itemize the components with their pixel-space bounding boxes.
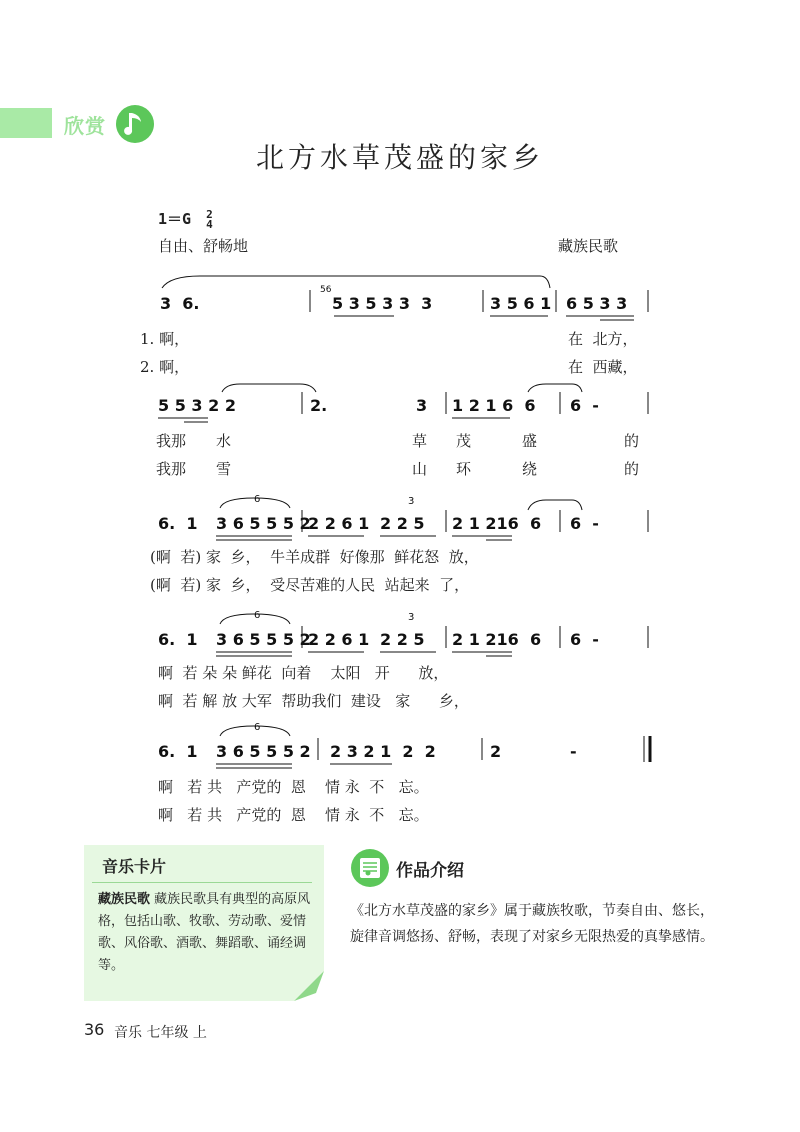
lyric-line: 在 西藏， (568, 358, 638, 376)
lyric-line: (啊 若) 家 乡， 牛羊成群 好像那 鲜花怒 放， (150, 548, 479, 566)
measure: 6. 1 (158, 514, 198, 533)
measure: - (570, 742, 577, 761)
measure: 3 6 5 5 5 2 (216, 514, 311, 533)
song-title: 北方水草茂盛的家乡 (255, 141, 544, 174)
tuplet-label: 6 (254, 610, 261, 621)
grace-notes: 56 (320, 285, 332, 295)
measure: 6 - (570, 514, 599, 533)
measure: 1 2 1 6 6 (452, 396, 536, 415)
lyric-word: 我那 (156, 432, 187, 450)
lyric-word: 绕 (522, 460, 538, 478)
measure: 6. 1 (158, 630, 198, 649)
measure: 2 2 5 (380, 630, 425, 649)
measure: 3 6. (160, 294, 200, 313)
card-title: 音乐卡片 (102, 857, 167, 876)
lyric-word: 雪 (216, 460, 232, 478)
measure: 2 2 6 1 (308, 514, 370, 533)
lyric-line: 啊 若 共 产党的 恩 情 永 不 忘。 (158, 778, 429, 796)
measure: 2 (490, 742, 502, 761)
page-number: 36 (84, 1020, 105, 1039)
lyric-line: 在 北方， (568, 330, 638, 348)
lyric-word: 我那 (156, 460, 187, 478)
card-divider (92, 882, 312, 883)
song-origin: 藏族民歌 (558, 237, 619, 255)
slur (162, 276, 550, 288)
measure: 3 (416, 396, 428, 415)
intro-text: 《北方水草茂盛的家乡》属于藏族牧歌，节奏自由、悠长，旋律音调悠扬、舒畅，表现了对家乡无限热爱的真挚感情。 (350, 903, 714, 945)
measure: 6 - (570, 630, 599, 649)
lyric-line: 啊 若 解 放 大军 帮助我们 建设 家 乡， (158, 692, 469, 710)
measure: 6 - (570, 396, 599, 415)
measure: 2 1 216 6 (452, 630, 542, 649)
lyric-word: 的 (624, 460, 640, 478)
measure: 2 2 6 1 (308, 630, 370, 649)
measure: 3 6 5 5 5 2 (216, 742, 311, 761)
lyric-line: 啊 若 朵 朵 鲜花 向着 太阳 开 放， (158, 664, 449, 682)
lyric-line: 2. 啊， (140, 358, 190, 376)
intro-title: 作品介绍 (396, 861, 464, 881)
lyric-line: 1. 啊， (140, 330, 190, 348)
card-text (98, 889, 312, 977)
measure: 2 3 2 1 2 2 (330, 742, 436, 761)
lyric-word: 环 (456, 460, 472, 478)
key-signature: 1＝G 2 4 (158, 207, 213, 231)
card-description: 藏族民歌具有典型的高原风格，包括山歌、牧歌、劳动歌、爱情歌、风俗歌、酒歌、舞蹈歌、诵经调等。 (98, 892, 311, 973)
lyric-line: (啊 若) 家 乡， 受尽苦难的人民 站起来 了， (150, 576, 470, 594)
measure: 6 5 3 3 (566, 294, 628, 313)
notebook-music-icon (350, 848, 390, 888)
section-label: 欣赏 (64, 114, 106, 138)
tempo-marking: 自由、舒畅地 (158, 237, 249, 255)
lyric-word: 茂 (456, 432, 472, 450)
lyric-word: 草 (412, 432, 428, 450)
lyric-word: 盛 (522, 432, 538, 450)
measure: 5 3 5 3 3 3 (332, 294, 433, 313)
measure: 5 5 3 2 2 (158, 396, 236, 415)
book-title: 音乐 七年级 上 (114, 1025, 207, 1041)
measure: 2. (310, 396, 328, 415)
page-curl-icon (294, 971, 324, 1001)
triplet-label: 3 (408, 612, 415, 623)
triplet-label: 3 (408, 496, 415, 507)
measure: 2 1 216 6 (452, 514, 542, 533)
measure: 2 2 5 (380, 514, 425, 533)
measure: 3 5 6 1 (490, 294, 552, 313)
measure: 6. 1 (158, 742, 198, 761)
lyric-word: 山 (412, 460, 428, 478)
lyric-word: 水 (216, 432, 232, 450)
card-term: 藏族民歌 (98, 892, 151, 907)
lyric-word: 的 (624, 432, 640, 450)
tuplet-label: 6 (254, 494, 261, 505)
lyric-line: 啊 若 共 产党的 恩 情 永 不 忘。 (158, 806, 429, 824)
measure: 3 6 5 5 5 2 (216, 630, 311, 649)
tuplet-label: 6 (254, 722, 261, 733)
